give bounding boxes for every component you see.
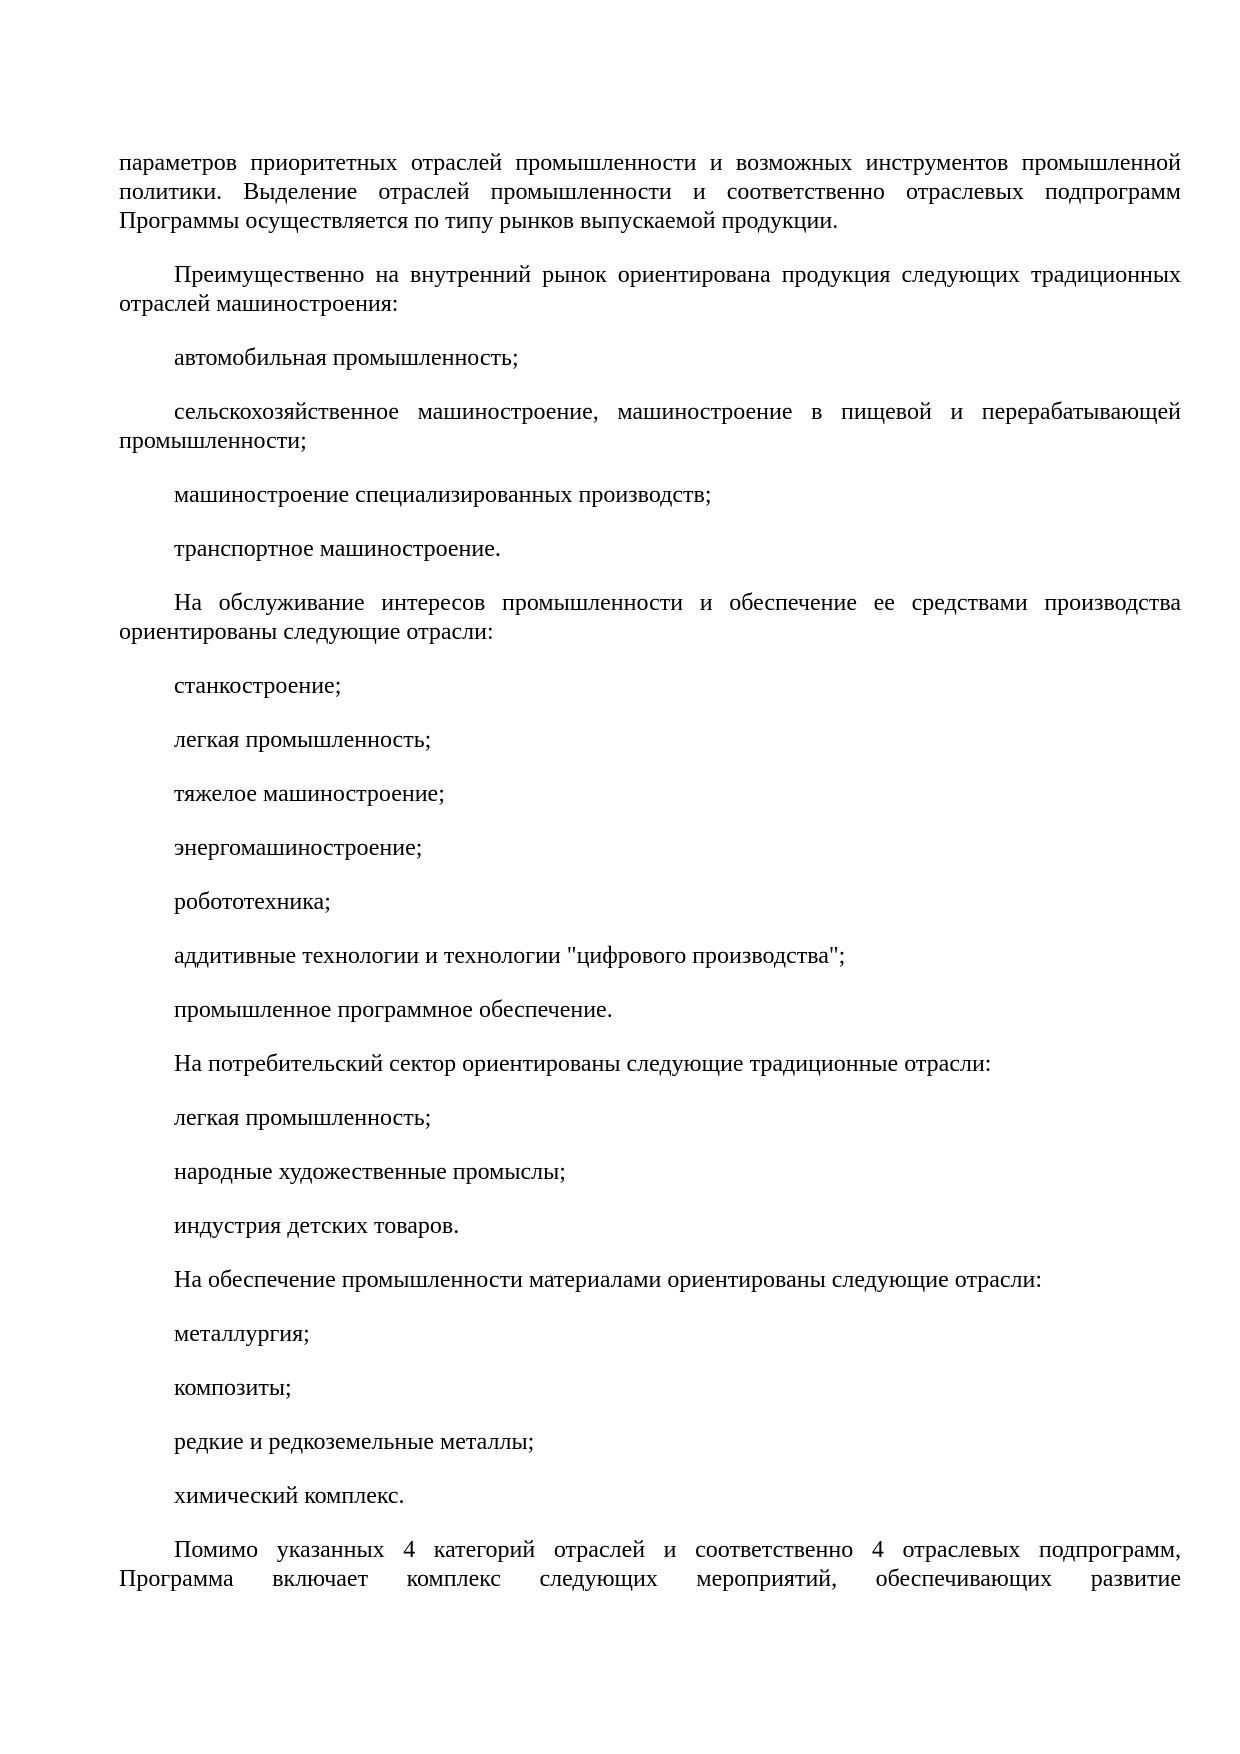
paragraph-program-measures: Помимо указанных 4 категорий отраслей и соответственно 4 отраслевых подпрограмм, Программа включает комплекс следующих мероприятий, обеспечивающих развитие (119, 1537, 1181, 1592)
list-item: легкая промышленность; (174, 1105, 432, 1131)
list-item: станкостроение; (174, 673, 342, 699)
paragraph-domestic-market-intro: Преимущественно на внутренний рынок ориентирована продукция следующих традиционных отраслей машиностроения: (119, 262, 1181, 317)
list-item: аддитивные технологии и технологии "цифрового производства"; (174, 943, 846, 969)
list-item: металлургия; (174, 1321, 310, 1347)
paragraph-continuation: параметров приоритетных отраслей промышленности и возможных инструментов промышленной политики. Выделение отраслей промышленности и соответственно отраслевых подпрограмм Программы осуществляется по типу рынков выпускаемой продукции. (119, 150, 1181, 234)
list-item: химический комплекс. (174, 1483, 405, 1509)
list-item: композиты; (174, 1375, 292, 1401)
list-item: промышленное программное обеспечение. (174, 997, 613, 1023)
list-item: редкие и редкоземельные металлы; (174, 1429, 535, 1455)
document-body (119, 149, 1181, 1619)
list-item: энергомашиностроение; (174, 835, 423, 861)
list-item: сельскохозяйственное машиностроение, машиностроение в пищевой и перерабатывающей промышленности; (119, 399, 1181, 454)
list-item: робототехника; (174, 889, 331, 915)
list-item: тяжелое машиностроение; (174, 781, 445, 807)
paragraph-materials-intro: На обеспечение промышленности материалами ориентированы следующие отрасли: (174, 1267, 1043, 1293)
list-item: индустрия детских товаров. (174, 1213, 460, 1239)
paragraph-consumer-sector-intro: На потребительский сектор ориентированы следующие традиционные отрасли: (174, 1051, 992, 1077)
list-item: автомобильная промышленность; (174, 345, 519, 371)
list-item: легкая промышленность; (174, 727, 432, 753)
list-item: народные художественные промыслы; (174, 1159, 566, 1185)
paragraph-industry-service-intro: На обслуживание интересов промышленности и обеспечение ее средствами производства ориентированы следующие отрасли: (119, 590, 1181, 645)
list-item: транспортное машиностроение. (174, 536, 501, 562)
list-item: машиностроение специализированных производств; (174, 482, 712, 508)
